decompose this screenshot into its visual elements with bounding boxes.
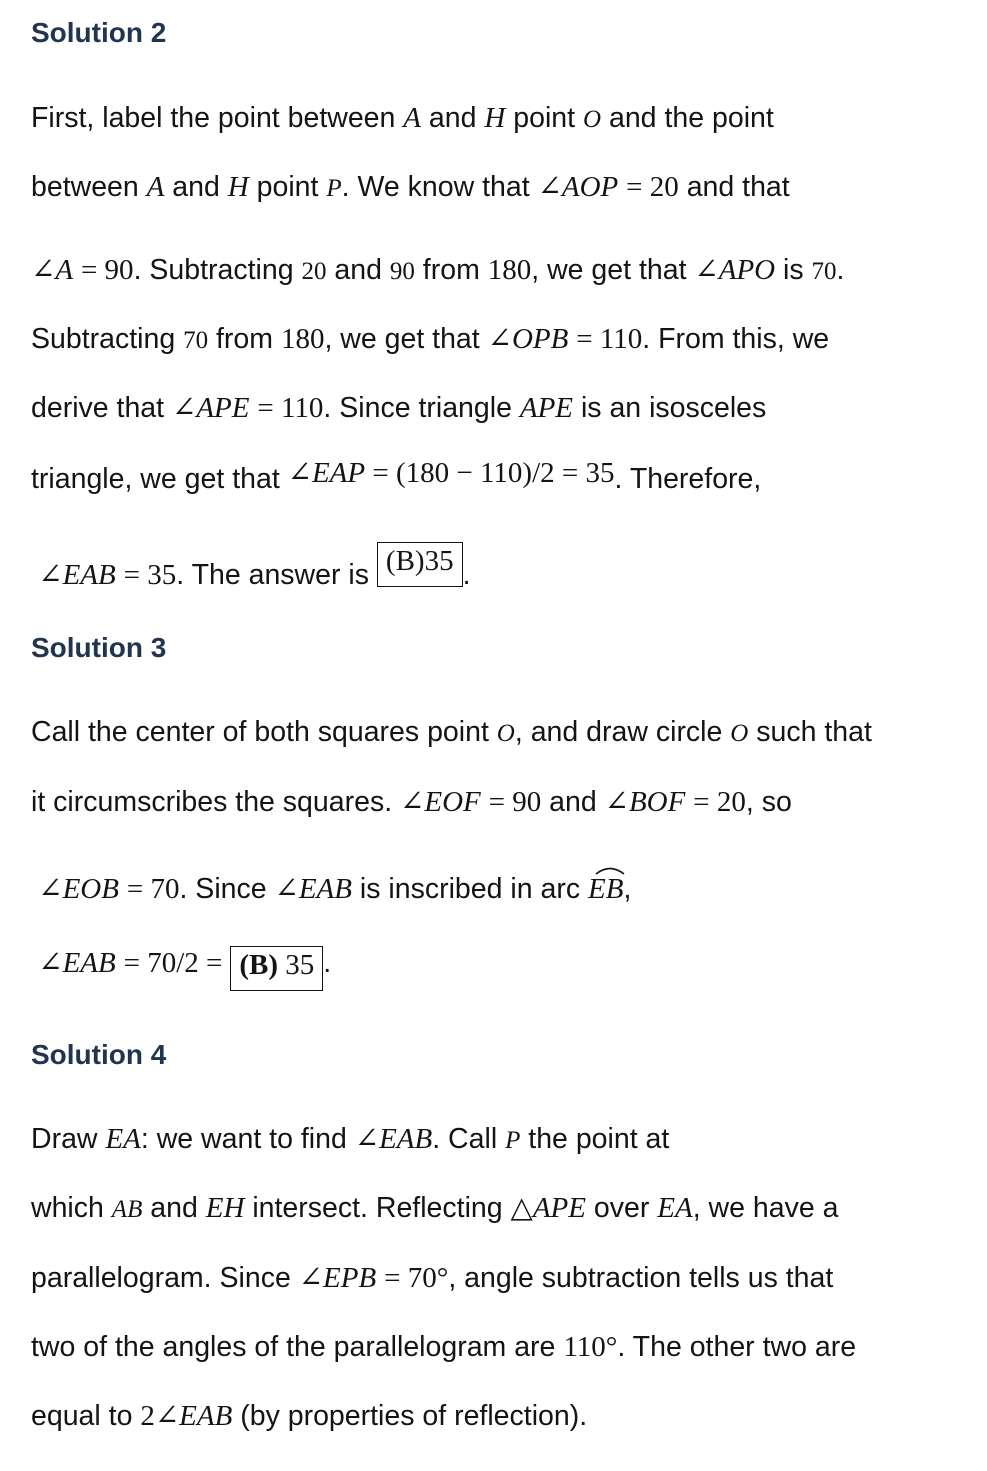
solution-2-line-6: triangle, we get that ∠EAP = (180 − 110)/2 = 35. Therefore, <box>31 457 762 495</box>
solution-4-line-5: equal to 2∠EAB (by properties of reflection). <box>31 1400 588 1432</box>
solution-3-line-3: ∠EOB = 70. Since ∠EAB is inscribed in arc EB, <box>31 875 631 904</box>
solution-2-answer-box: (B)35 <box>377 542 463 587</box>
arc-mark-icon <box>590 865 630 875</box>
solution-2-line-7: ∠EAB = 35. The answer is (B)35 . <box>31 556 471 601</box>
solution-4-line-4: two of the angles of the parallelogram are 110°. The other two are <box>31 1331 857 1363</box>
solution-3-answer-box: (B) 35 <box>230 946 323 991</box>
arc-eb: EB <box>588 875 623 904</box>
solution-2-line-2: between A and H point P. We know that ∠AOP = 20 and that <box>31 171 790 203</box>
solution-2-line-4: Subtracting 70 from 180, we get that ∠OPB = 110. From this, we <box>31 323 830 355</box>
solution-2-line-1: First, label the point between A and H point O and the point <box>31 102 774 134</box>
solution-4-line-2: which AB and EH intersect. Reflecting △APE over EA, we have a <box>31 1192 839 1224</box>
solution-2-line-5: derive that ∠APE = 110. Since triangle APE is an isosceles <box>31 392 767 424</box>
solution-4-line-3: parallelogram. Since ∠EPB = 70°, angle subtraction tells us that <box>31 1262 834 1294</box>
solution-3-line-2: it circumscribes the squares. ∠EOF = 90 and ∠BOF = 20, so <box>31 786 792 818</box>
solution-2-line-3: ∠A = 90. Subtracting 20 and 90 from 180, we get that ∠APO is 70. <box>31 254 845 286</box>
solution-4-heading: Solution 4 <box>31 1039 167 1070</box>
solution-3-line-4: ∠EAB = 70/2 = (B) 35 . <box>31 944 331 989</box>
solution-2-heading: Solution 2 <box>31 17 167 48</box>
solution-4-line-1: Draw EA: we want to find ∠EAB. Call P the point at <box>31 1123 670 1155</box>
solution-3-line-1: Call the center of both squares point O, and draw circle O such that <box>31 716 872 748</box>
solution-3-heading: Solution 3 <box>31 632 167 663</box>
